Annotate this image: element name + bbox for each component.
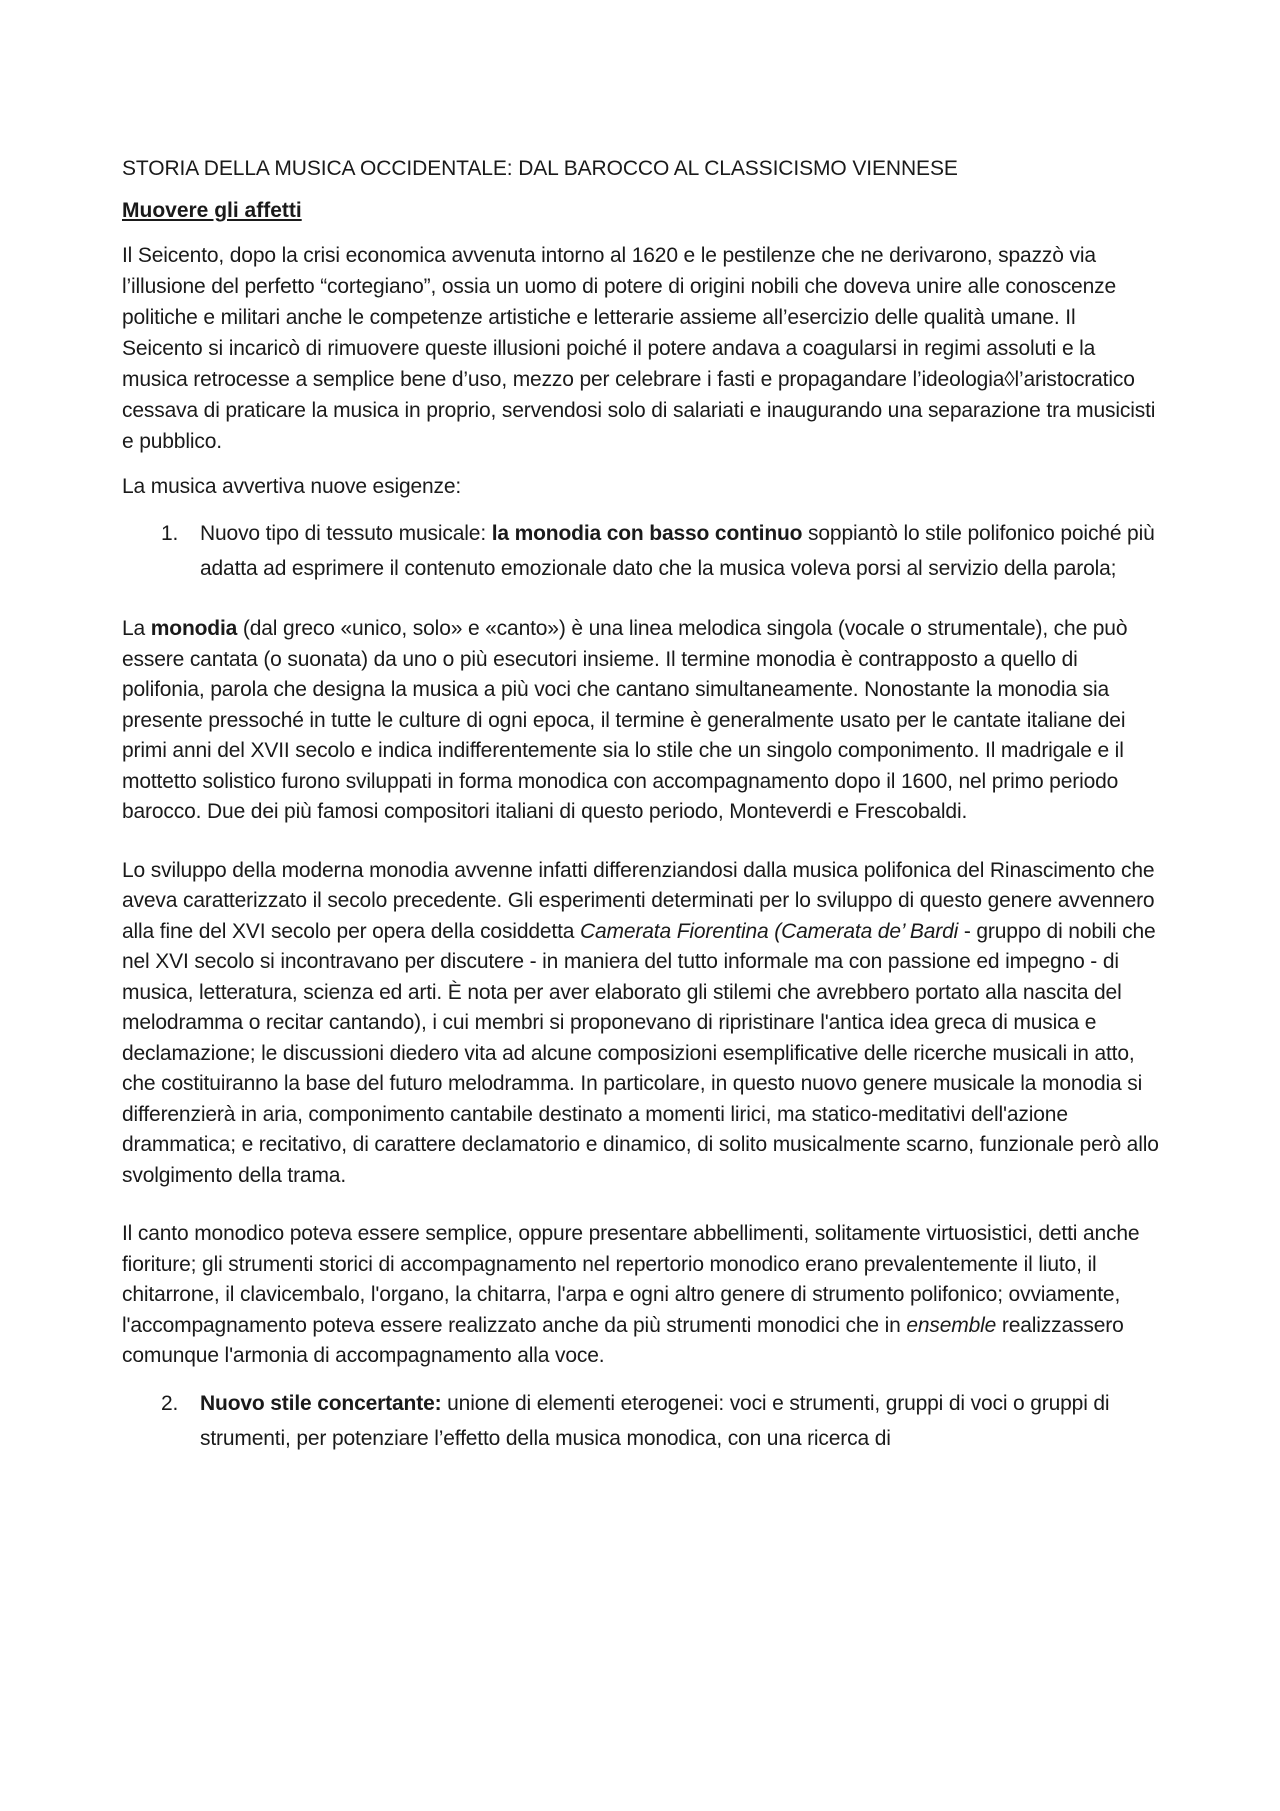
needs-lead: La musica avvertiva nuove esigenze: bbox=[122, 475, 462, 498]
numbered-list bbox=[122, 516, 1160, 586]
list-number: 1. bbox=[161, 522, 179, 545]
monodia-rest: (dal greco «unico, solo» e «canto») è una linea melodica singola (vocale o strumentale), che può essere cantata (o suonata) da uno o più esecutori insieme. Il termine monodia è contrapposto a quello di polifonia, parola che designa la musica a più voci che cantano simultaneamente. Nonostante la monodia sia presente pressoché in tutte le culture di ogni epoca, il termine è generalmente usato per le cantate italiane dei primi anni del XVII secolo e indica indifferentemente sia lo stile che un singolo componimento. Il madrigale e il mottetto solistico furono sviluppati in forma monodica con accompagnamento dopo il 1600, nel primo periodo barocco. Due dei più famosi compositori italiani di questo periodo, Monteverdi e Frescobaldi. bbox=[122, 617, 1128, 823]
sviluppo-italic: Camerata Fiorentina (Camerata de’ Bardi bbox=[580, 919, 959, 943]
point1-bold: la monodia con basso continuo bbox=[491, 522, 803, 545]
monodia-paragraph bbox=[122, 614, 1160, 828]
canto-italic: ensemble bbox=[906, 1313, 997, 1337]
section-heading: Muovere gli affetti bbox=[122, 199, 302, 222]
sviluppo-after: - gruppo di nobili che nel XVI secolo si incontravano per discutere - in maniera del tutto informale ma con passione ed impegno - di musica, letteratura, scienza ed arti. È nota per aver elaborato gli stilemi che avrebbero portato alla nascita del melodramma o recitar cantando), i cui membri si proponevano di ripristinare l'antica idea greca di musica e declamazione; le discussioni diedero vita ad alcune composizioni esemplificative delle ricerche musicali in atto, che costituiranno la base del futuro melodramma. In particolare, in questo nuovo genere musicale la monodia si differenzierà in aria, componimento cantabile destinato a momenti lirici, ma statico-meditativi dell'azione drammatica; e recitativo, di carattere declamatorio e dinamico, di solito musicalmente scarno, funzionale però allo svolgimento della trama. bbox=[122, 919, 1159, 1187]
sviluppo-paragraph bbox=[122, 856, 1160, 1192]
sviluppo-before: Lo sviluppo della moderna monodia avvenne infatti differenziandosi dalla musica polifonica del Rinascimento che aveva caratterizzato il secolo precedente. Gli esperimenti determinati per lo sviluppo di questo genere avvennero alla fine del XVI secolo per opera della cosiddetta bbox=[122, 858, 1155, 943]
list-number: 2. bbox=[161, 1391, 179, 1415]
numbered-list-2 bbox=[122, 1386, 1160, 1456]
point2-text-after: unione di elementi eterogenei: voci e strumenti, gruppi di voci o gruppi di strumenti, per potenziare l’effetto della musica monodica, con una ricerca di bbox=[200, 1391, 1110, 1450]
list-item bbox=[122, 1386, 1160, 1456]
canto-paragraph bbox=[122, 1219, 1160, 1372]
monodia-bold: monodia bbox=[150, 617, 238, 640]
intro-paragraph: Il Seicento, dopo la crisi economica avvenuta intorno al 1620 e le pestilenze che ne derivarono, spazzò via l’illusione del perfetto “cortegiano”, ossia un uomo di potere di origini nobili che doveva unire alle conoscenze politiche e militari anche le competenze artistiche e letterarie assieme all’esercizio delle qualità umane. Il Seicento si incaricò di rimuovere queste illusioni poiché il potere andava a coagularsi in regimi assoluti e la musica retrocesse a semplice bene d’uso, mezzo per celebrare i fasti e propagandare l’ideologia◊l’aristocratico cessava di praticare la musica in proprio, servendosi solo di salariati e inaugurando una separazione tra musicisti e pubblico. bbox=[122, 244, 1156, 453]
point2-bold: Nuovo stile concertante: bbox=[200, 1391, 442, 1415]
document-title: STORIA DELLA MUSICA OCCIDENTALE: DAL BAROCCO AL CLASSICISMO VIENNESE bbox=[122, 157, 958, 180]
monodia-lead: La bbox=[122, 617, 151, 640]
canto-after: realizzassero comunque l'armonia di accompagnamento alla voce. bbox=[122, 1313, 1124, 1367]
point1-text-after: soppiantò lo stile polifonico poiché più adatta ad esprimere il contenuto emozionale dato che la musica voleva porsi al servizio della parola; bbox=[200, 522, 1155, 580]
list-item bbox=[122, 516, 1160, 586]
point1-text-before: Nuovo tipo di tessuto musicale: bbox=[200, 522, 492, 545]
canto-before: Il canto monodico poteva essere semplice, oppure presentare abbellimenti, solitamente virtuosistici, detti anche fioriture; gli strumenti storici di accompagnamento nel repertorio monodico erano prevalentemente il liuto, il chitarrone, il clavicembalo, l'organo, la chitarra, l'arpa e ogni altro genere di strumento polifonico; ovviamente, l'accompagnamento poteva essere realizzato anche da più strumenti monodici che in bbox=[122, 1222, 1140, 1337]
